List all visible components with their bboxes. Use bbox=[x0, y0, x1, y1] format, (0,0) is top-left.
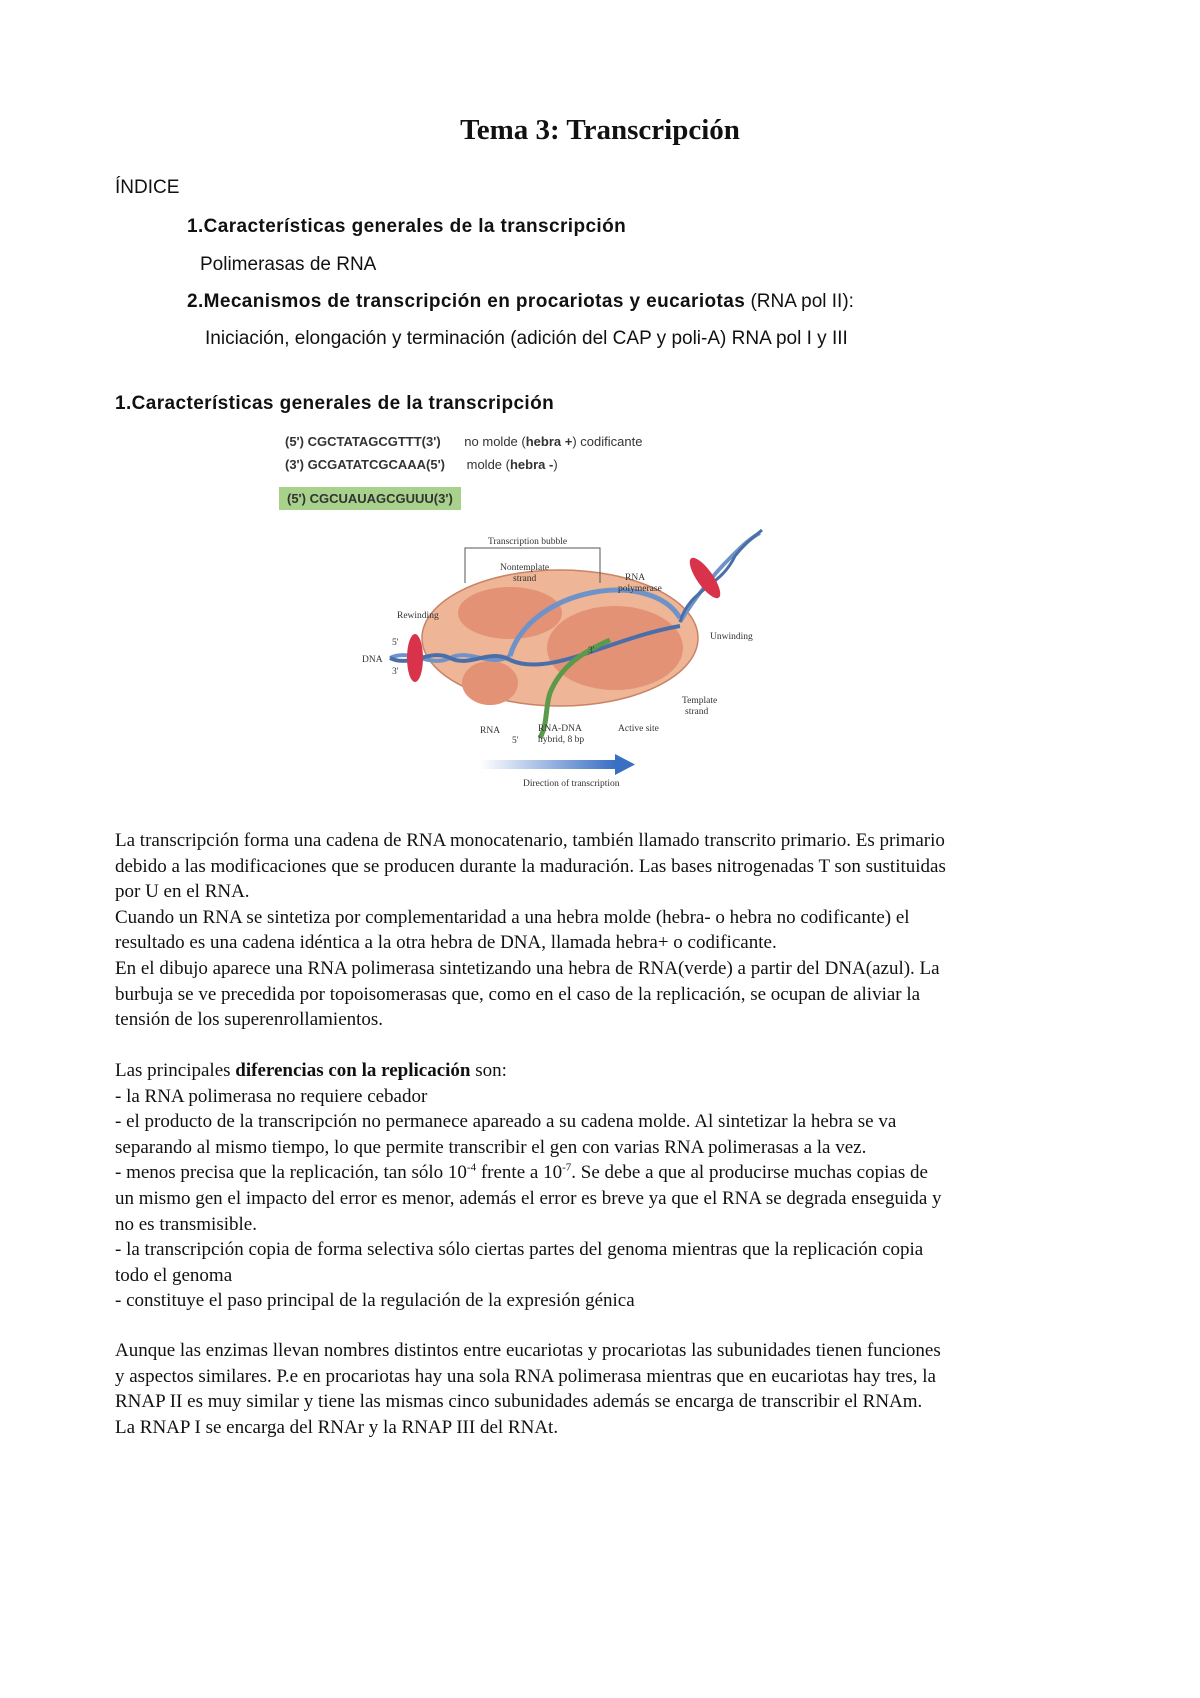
label-rnapol: polymerase bbox=[618, 584, 662, 594]
polymerase-subunit bbox=[462, 661, 518, 705]
transcription-diagram bbox=[350, 528, 775, 793]
label-nontemplate: Nontemplate bbox=[500, 563, 550, 573]
sequence-coding-note: no molde (hebra +) codificante bbox=[464, 434, 643, 449]
sequence-template-note: molde (hebra -) bbox=[466, 457, 558, 472]
label-5prime: 5' bbox=[392, 638, 399, 648]
label-template: Template bbox=[682, 696, 718, 706]
label-bubble: Transcription bubble bbox=[488, 537, 568, 547]
sequence-rna: (5') CGCUAUAGCGUUU(3') bbox=[279, 487, 461, 510]
label-rewinding: Rewinding bbox=[397, 611, 439, 621]
label-template: strand bbox=[685, 707, 709, 717]
topoisomerase-left bbox=[407, 634, 423, 682]
paragraph-intro: La transcripción forma una cadena de RNA monocatenario, también llamado transcrito primario. Es primario debido a las modificaciones que se producen durante la maduración. Las bases nitrogenadas T son sustituidas por U en el RNA. Cuando un RNA se sintetiza por complementaridad a una hebra molde (hebra- o hebra no codificante) el resultado es una cadena idéntica a la otra hebra de DNA, llamada hebra+ o codificante. En el dibujo aparece una RNA polimerasa sintetizando una hebra de RNA(verde) a partir del DNA(azul). La burbuja se ve precedida por topoisomerasas que, como en el caso de la replicación, se ocupan de aliviar la tensión de los superenrollamientos. bbox=[115, 830, 946, 1031]
page-title: Tema 3: Transcripción bbox=[460, 114, 740, 146]
label-rna: RNA bbox=[480, 726, 501, 736]
direction-arrow-shaft bbox=[480, 760, 615, 769]
index-heading: ÍNDICE bbox=[115, 177, 180, 198]
label-5prime: 5' bbox=[512, 736, 519, 746]
paragraph-polymerases: Aunque las enzimas llevan nombres distintos entre eucariotas y procariotas las subunidades tienen funciones y aspectos similares. P.e en procariotas hay una sola RNA polimerasa mientras que en eucariotas hay tres, la RNAP II es muy similar y tiene las mismas cinco subunidades además se encarga de transcribir el RNAm. La RNAP I se encarga del RNAr y la RNAP III del RNAt. bbox=[115, 1340, 941, 1438]
label-dna: DNA bbox=[362, 655, 383, 665]
sequence-coding-text: (5') CGCTATAGCGTTT(3') bbox=[285, 434, 441, 449]
direction-arrow-head bbox=[615, 754, 635, 775]
label-rnapol: RNA bbox=[625, 573, 646, 583]
label-direction: Direction of transcription bbox=[523, 779, 620, 789]
label-hybrid: hybrid, 8 bp bbox=[538, 735, 585, 745]
index-item-1: 1.Características generales de la transcripción bbox=[187, 216, 627, 237]
sequence-coding bbox=[285, 434, 642, 449]
index-item-1-sub: Polimerasas de RNA bbox=[200, 254, 377, 275]
sequence-template bbox=[285, 457, 558, 472]
label-3prime: 3' bbox=[588, 646, 595, 656]
label-hybrid: RNA-DNA bbox=[538, 724, 582, 734]
index-item-2: 2.Mecanismos de transcripción en procariotas y eucariotas (RNA pol II): bbox=[187, 291, 854, 312]
polymerase-subunit bbox=[547, 606, 683, 690]
label-active-site: Active site bbox=[618, 724, 659, 734]
section-heading: 1.Características generales de la transcripción bbox=[115, 393, 555, 414]
paragraph-differences: Las principales diferencias con la replicación son: - la RNA polimerasa no requiere cebador - el producto de la transcripción no permanece apareado a su cadena molde. Al sintetizar la hebra se va separando al mismo tiempo, lo que permite transcribir el gen con varias RNA polimerasas a la vez. - menos precisa que la replicación, tan sólo $10^{-4}$ frente a $10^{-7}$. Se debe a que al producirse muchas copias de un mismo gen el impacto del error es menor, además el error es breve ya que el RNA se degrada enseguida y no es transmisible. - la transcripción copia de forma selectiva sólo ciertas partes del genoma mientras que la replicación copia todo el genoma - constituye el paso principal de la regulación de la expresión génica bbox=[115, 1060, 942, 1312]
dna-strand bbox=[680, 530, 762, 622]
label-unwinding: Unwinding bbox=[710, 632, 753, 642]
label-3prime: 3' bbox=[392, 667, 399, 677]
sequence-template-text: (3') GCGATATCGCAAA(5') bbox=[285, 457, 445, 472]
index-item-2-sub: Iniciación, elongación y terminación (adición del CAP y poli-A) RNA pol I y III bbox=[205, 328, 848, 349]
label-nontemplate: strand bbox=[513, 574, 537, 584]
